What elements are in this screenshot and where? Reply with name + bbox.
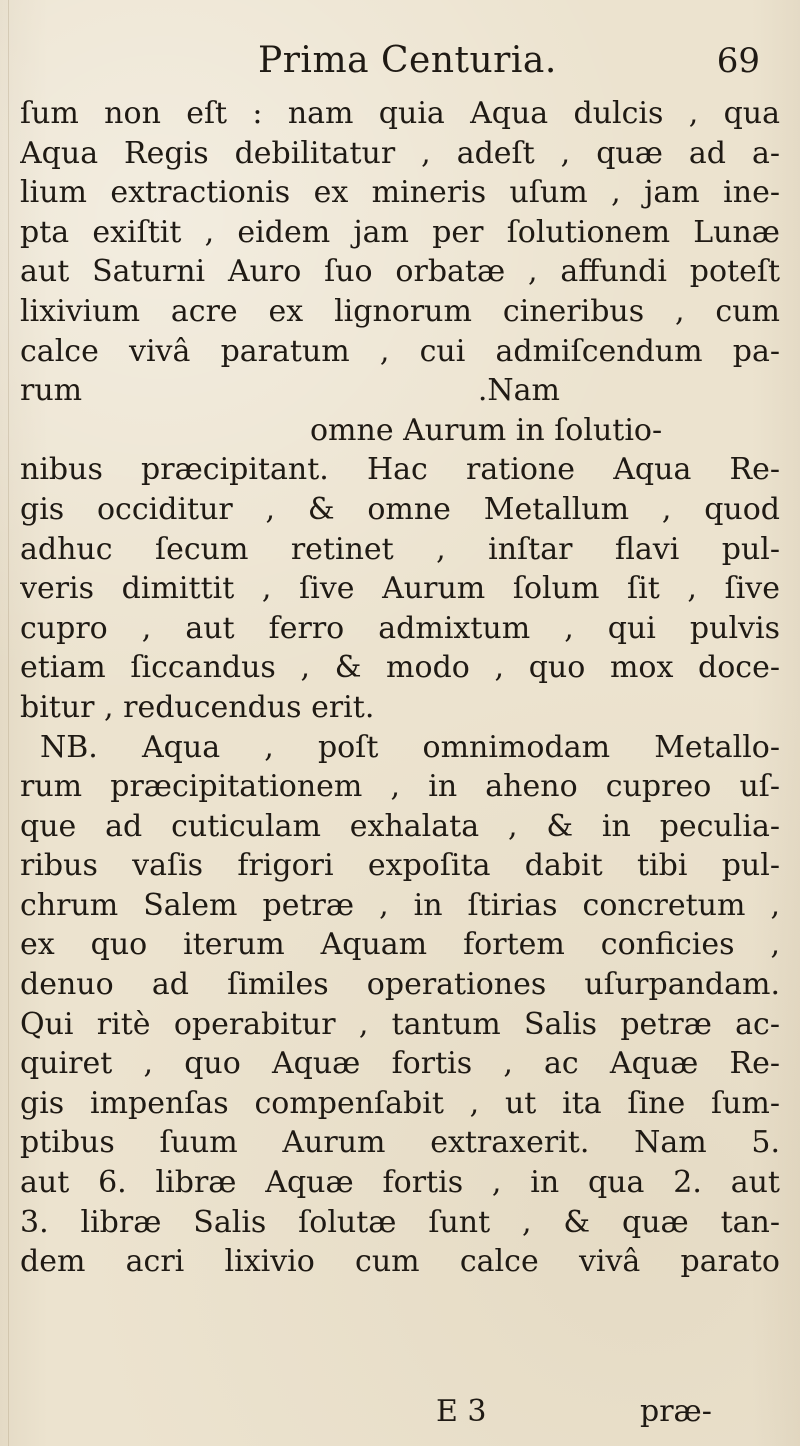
text-line: nibus præcipitant. Hac ratione Aqua Re- (20, 452, 780, 488)
text-line: ptibus ſuum Aurum extraxerit. Nam 5. (20, 1125, 780, 1161)
text-line: aut Saturni Auro ſuo orbatæ , affundi poteſt (20, 254, 780, 290)
text-line: calce vivâ paratum , cui admiſcendum pa- (20, 333, 780, 369)
text-line: veris dimittit , ſive Aurum ſolum ſit , ſive (20, 571, 780, 607)
text-line: ſum non eſt : nam quia Aqua dulcis , qua (20, 96, 780, 131)
text-line: 3. libræ Salis ſolutæ ſunt , & quæ tan- (20, 1204, 780, 1240)
text-line: etiam ſiccandus , & modo , quo mox doce- (20, 650, 780, 686)
text-line: bitur , reducendus erit. (20, 689, 375, 725)
catchword: præ- (640, 1394, 712, 1429)
text-line: dem acri lixivio cum calce vivâ parato (20, 1244, 780, 1280)
text-line: quiret , quo Aquæ fortis , ac Aquæ Re- (20, 1046, 780, 1082)
page-number: 69 (716, 41, 760, 81)
gutter-line (8, 0, 9, 1446)
text-line: adhuc ſecum retinet , inſtar flavi pul- (20, 531, 780, 567)
text-line: ribus vaſis frigori expoſita dabit tibi pul- (20, 848, 780, 884)
page-header (0, 36, 800, 86)
text-line: lium extractionis ex mineris uſum , jam ine- (20, 175, 780, 211)
page-footer (0, 1392, 800, 1432)
text-line-left-part: rum (20, 373, 83, 409)
body-text (20, 94, 780, 1282)
text-line: aut 6. libræ Aquæ fortis , in qua 2. aut (20, 1165, 780, 1201)
text-line: lixivium acre ex lignorum cineribus , cum (20, 293, 780, 329)
text-line-right-part: .Nam (477, 373, 560, 409)
text-line: cupro , aut ferro admixtum , qui pulvis (20, 610, 780, 646)
signature-mark: E 3 (436, 1394, 487, 1429)
text-line: NB. Aqua , poſt omnimodam Metallo- (40, 729, 780, 765)
text-line: gis occiditur , & omne Metallum , quod (20, 491, 780, 527)
text-line: Aqua Regis debilitatur , adeſt , quæ ad a- (20, 135, 780, 171)
text-line: Qui ritè operabitur , tantum Salis petræ ac- (20, 1006, 780, 1042)
text-line: rum præcipitationem , in aheno cupreo uſ- (20, 769, 780, 805)
text-line-split (20, 371, 780, 411)
text-line: gis impenſas compenſabit , ut ita ſine ſum- (20, 1085, 780, 1121)
text-line: pta exiſtit , eidem jam per ſolutionem Lunæ (20, 214, 780, 250)
running-title: Prima Centuria. (258, 40, 557, 81)
text-line: chrum Salem petræ , in ſtirias concretum , (20, 887, 780, 923)
text-line: denuo ad ſimiles operationes uſurpandam. (20, 967, 780, 1003)
text-line: ex quo iterum Aquam fortem conficies , (20, 927, 780, 963)
text-line: omne Aurum in ſolutio- (310, 412, 663, 448)
text-line: que ad cuticulam exhalata , & in peculia- (20, 808, 780, 844)
